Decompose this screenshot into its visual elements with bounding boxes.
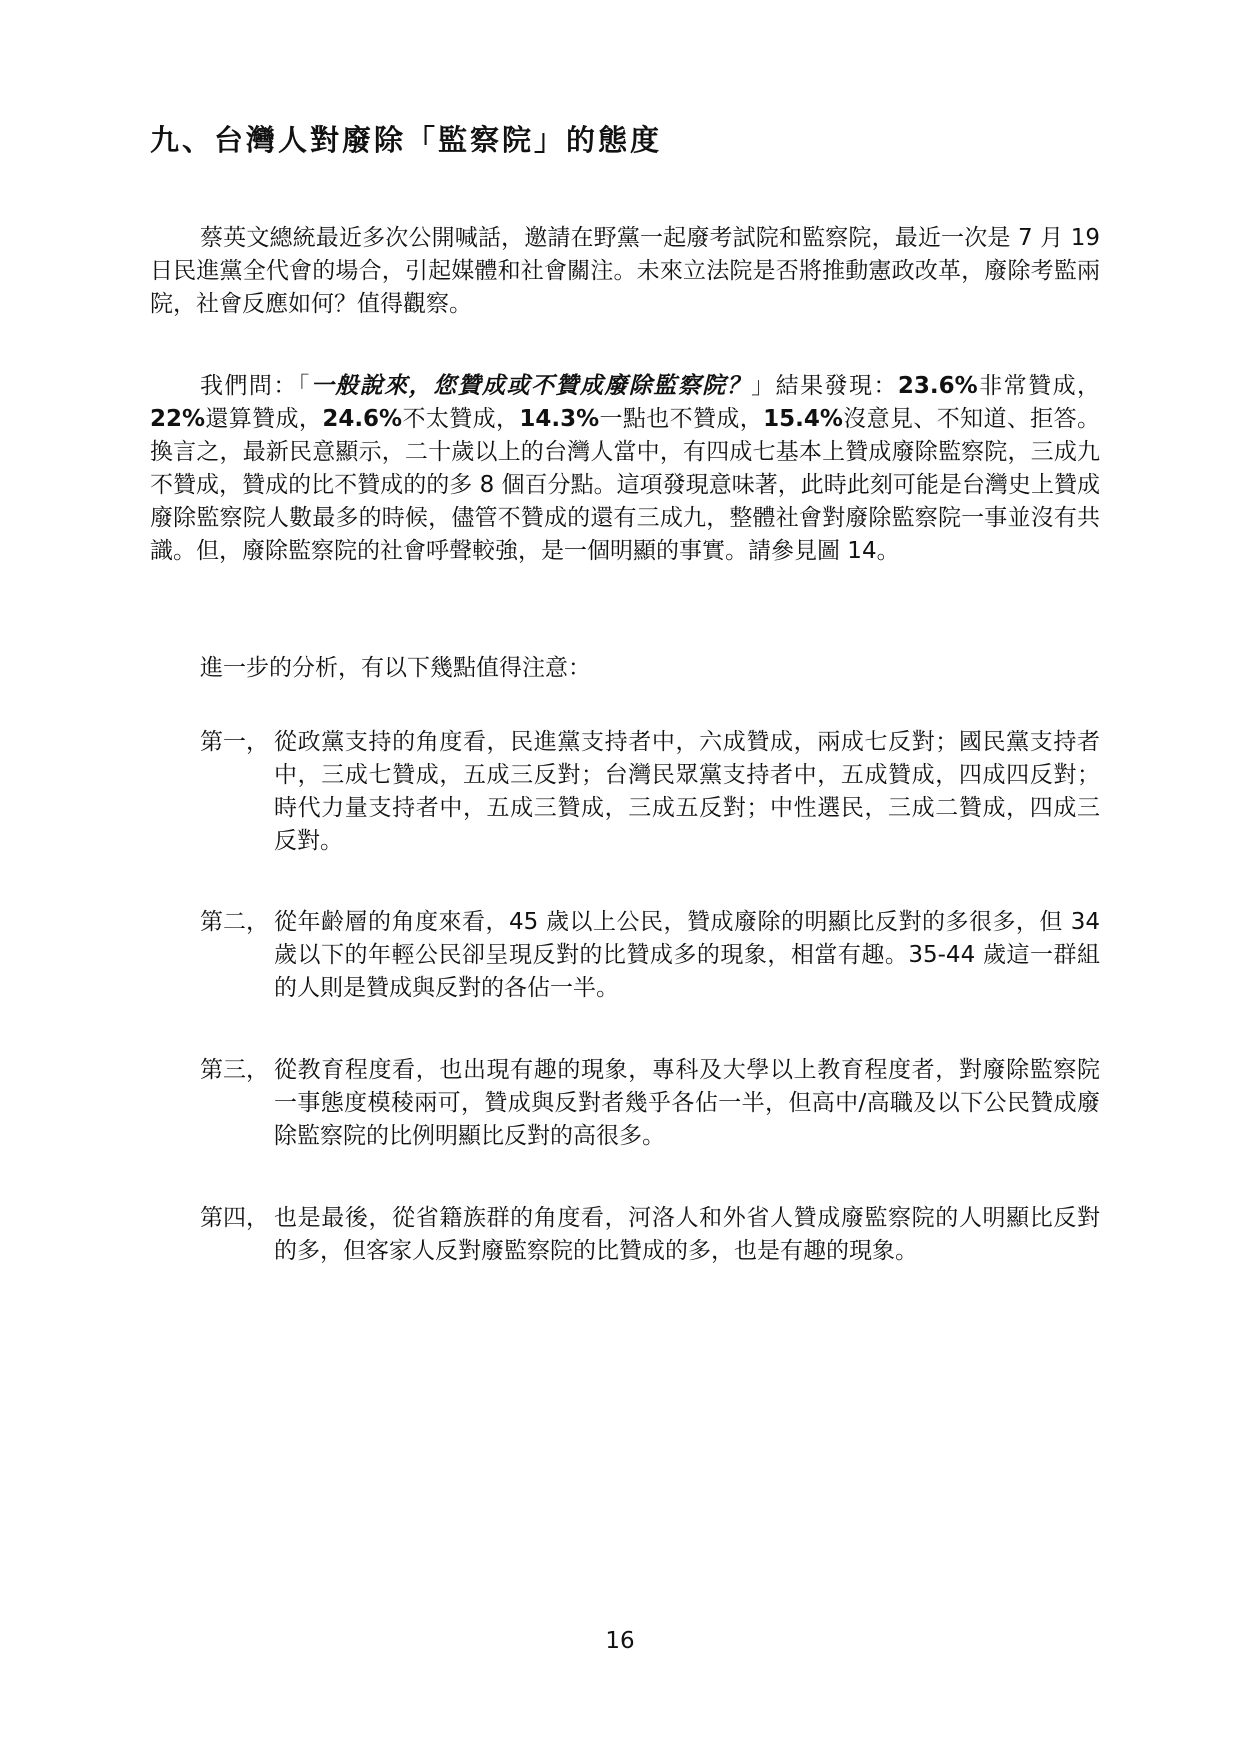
analysis-point-party bbox=[200, 726, 1100, 858]
point-text: 從教育程度看，也出現有趣的現象，專科及大學以上教育程度者，對廢除監察院一事態度模稜兩可，贊成與反對者幾乎各佔一半，但高中/高職及以下公民贊成廢除監察院的比例明顯比反對的高很多。 bbox=[274, 1057, 1100, 1149]
analysis-intro: 進一步的分析，有以下幾點值得注意： bbox=[200, 655, 591, 681]
result-interpretation: 換言之，最新民意顯示，二十歲以上的台灣人當中，有四成七基本上贊成廢除監察院，三成九不贊成，贊成的比不贊成的的多 8 個百分點。這項發現意味著，此時此刻可能是台灣史上贊成廢除監察院人數最多的時候，儘管不贊成的還有三成九，整體社會對廢除監察院一事並沒有共識。但，廢除監察院的社會呼聲較強，是一個明顯的事實。請參見圖 14。 bbox=[150, 439, 1100, 564]
result-label-no-opinion: 沒意見、不知道、拒答。 bbox=[842, 406, 1101, 432]
analysis-point-age bbox=[200, 906, 1100, 1005]
result-pct-somewhat-agree: 22% bbox=[150, 406, 206, 432]
result-label-somewhat-agree: 還算贊成， bbox=[205, 406, 323, 432]
point-text: 也是最後，從省籍族群的角度看，河洛人和外省人贊成廢監察院的人明顯比反對的多，但客家人反對廢監察院的比贊成的多，也是有趣的現象。 bbox=[274, 1205, 1100, 1264]
result-label-strongly-disagree: 一點也不贊成， bbox=[599, 406, 764, 432]
survey-question: 一般說來，您贊成或不贊成廢除監察院？ bbox=[310, 373, 752, 399]
result-label-strongly-agree: 非常贊成， bbox=[977, 373, 1101, 399]
result-pct-strongly-disagree: 14.3% bbox=[519, 406, 600, 432]
page-number: 16 bbox=[605, 1628, 635, 1654]
result-pct-strongly-agree: 23.6% bbox=[897, 373, 978, 399]
survey-result-paragraph bbox=[150, 370, 1100, 568]
analysis-point-education bbox=[200, 1054, 1100, 1153]
point-label: 第一， bbox=[200, 729, 269, 755]
result-label-somewhat-disagree: 不太贊成， bbox=[402, 406, 520, 432]
question-lead: 我們問：「 bbox=[200, 373, 311, 399]
point-text: 從年齡層的角度來看，45 歲以上公民，贊成廢除的明顯比反對的多很多，但 34 歲以下的年輕公民卻呈現反對的比贊成多的現象，相當有趣。35-44 歲這一群組的人則是贊成與反對的各佔一半。 bbox=[274, 909, 1100, 1001]
point-text: 從政黨支持的角度看，民進黨支持者中，六成贊成，兩成七反對；國民黨支持者中，三成七贊成，五成三反對；台灣民眾黨支持者中，五成贊成，四成四反對；時代力量支持者中，五成三贊成，三成五反對；中性選民，三成二贊成，四成三反對。 bbox=[274, 729, 1100, 854]
point-label: 第四， bbox=[200, 1205, 269, 1231]
point-label: 第三， bbox=[200, 1057, 269, 1083]
intro-paragraph: 蔡英文總統最近多次公開喊話，邀請在野黨一起廢考試院和監察院，最近一次是 7 月 19 日民進黨全代會的場合，引起媒體和社會關注。未來立法院是否將推動憲政改革，廢除考監兩院，社會反應如何？值得觀察。 bbox=[150, 225, 1100, 317]
point-label: 第二， bbox=[200, 909, 269, 935]
result-pct-somewhat-disagree: 24.6% bbox=[322, 406, 403, 432]
analysis-point-ethnicity bbox=[200, 1202, 1100, 1268]
question-close: 」結果發現： bbox=[751, 373, 898, 399]
result-pct-no-opinion: 15.4% bbox=[763, 406, 843, 432]
section-heading: 九、台灣人對廢除「監察院」的態度 bbox=[150, 123, 663, 157]
